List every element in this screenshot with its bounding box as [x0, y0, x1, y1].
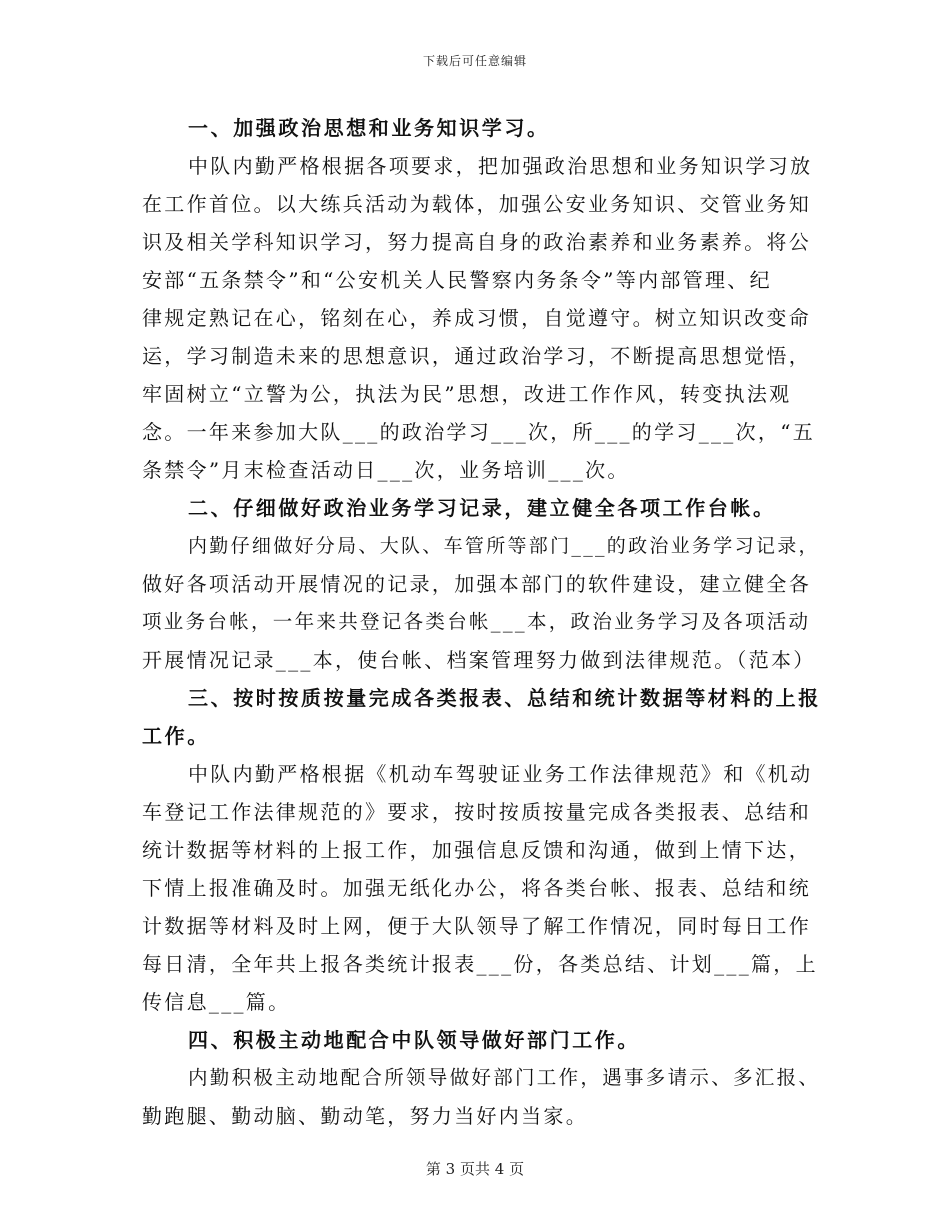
paragraph-line: 识及相关学科知识学习，努力提高自身的政治素养和业务素养。将公 [142, 230, 811, 254]
paragraph-line: 律规定熟记在心，铭刻在心，养成习惯，自觉遵守。树立知识改变命 [142, 306, 811, 330]
paragraph-line: 在工作首位。以大练兵活动为载体，加强公安业务知识、交管业务知 [142, 192, 811, 216]
paragraph-line: 每日清，全年共上报各类统计报表___份，各类总结、计划___篇，上 [142, 952, 818, 976]
section-heading-1: 一、加强政治思想和业务知识学习。 [188, 116, 550, 140]
page-number: 第 3 页共 4 页 [425, 1160, 525, 1178]
paragraph-line: 传信息___篇。 [142, 990, 291, 1014]
paragraph-line: 项业务台帐，一年来共登记各类台帐___本，政治业务学习及各项活动 [142, 610, 811, 633]
section-heading-4: 四、积极主动地配合中队领导做好部门工作。 [188, 1028, 640, 1052]
paragraph-line: 运，学习制造未来的思想意识，通过政治学习，不断提高思想觉悟， [142, 344, 811, 368]
paragraph-line: 念。一年来参加大队___的政治学习___次，所___的学习___次，“五 [142, 420, 816, 444]
paragraph-line: 下情上报准确及时。加强无纸化办公，将各类台帐、报表、总结和统 [142, 876, 811, 900]
paragraph-line: 安部“五条禁令”和“公安机关人民警察内务条令”等内部管理、纪 [142, 268, 772, 292]
paragraph-line: 内勤积极主动地配合所领导做好部门工作，遇事多请示、多汇报、 [188, 1066, 821, 1089]
paragraph-line: 计数据等材料及时上网，便于大队领导了解工作情况，同时每日工作 [142, 914, 811, 938]
paragraph-line: 中队内勤严格根据《机动车驾驶证业务工作法律规范》和《机动 [188, 762, 813, 786]
section-heading-3-cont: 工作。 [142, 724, 210, 748]
section-heading-2: 二、仔细做好政治业务学习记录，建立健全各项工作台帐。 [188, 496, 776, 520]
paragraph-line: 中队内勤严格根据各项要求，把加强政治思想和业务知识学习放 [188, 154, 813, 178]
section-heading-3: 三、按时按质按量完成各类报表、总结和统计数据等材料的上报 [188, 686, 821, 710]
paragraph-line: 统计数据等材料的上报工作，加强信息反馈和沟通，做到上情下达， [142, 838, 811, 862]
paragraph-line: 开展情况记录___本，使台帐、档案管理努力做到法律规范。（范本） [142, 648, 816, 672]
paragraph-line: 做好各项活动开展情况的记录，加强本部门的软件建设，建立健全各 [142, 572, 811, 596]
paragraph-line: 车登记工作法律规范的》要求，按时按质按量完成各类报表、总结和 [142, 800, 811, 824]
page-header: 下载后可任意编辑 [422, 54, 527, 68]
paragraph-line: 条禁令”月末检查活动日___次，业务培训___次。 [142, 458, 630, 482]
paragraph-line: 勤跑腿、勤动脑、勤动笔，努力当好内当家。 [142, 1104, 588, 1128]
paragraph-line: 牢固树立“立警为公，执法为民”思想，改进工作作风，转变执法观 [142, 382, 792, 406]
paragraph-line: 内勤仔细做好分局、大队、车管所等部门___的政治业务学习记录， [188, 535, 820, 557]
